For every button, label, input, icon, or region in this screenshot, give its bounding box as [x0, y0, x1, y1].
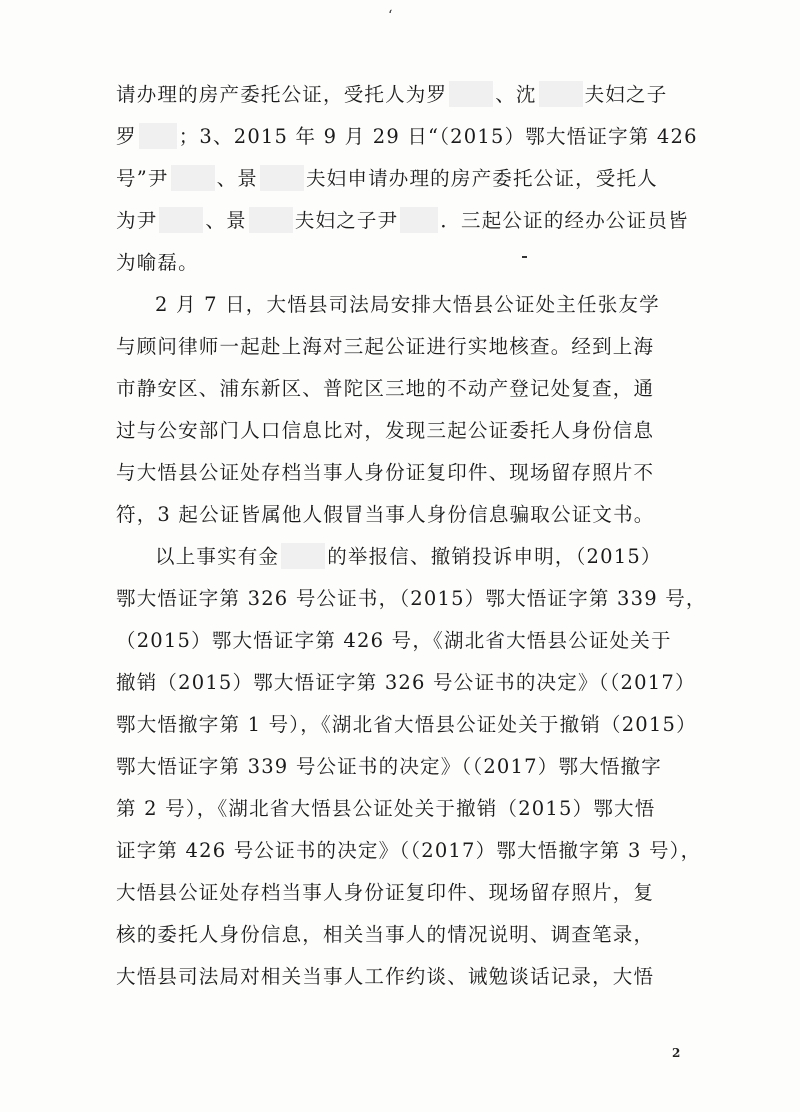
redaction-box — [449, 81, 493, 107]
text-line: 鄂大悟证字第 326 号公证书，（2015）鄂大悟证字第 339 号， — [116, 587, 707, 610]
redaction-box — [139, 123, 177, 149]
text-line: 核的委托人身份信息，相关当事人的情况说明、调查笔录， — [116, 923, 655, 946]
text-line: （2015）鄂大悟证字第 426 号，《湖北省大悟县公证处关于 — [116, 629, 672, 652]
text-line: 与顾问律师一起赴上海对三起公证进行实地核查。经到上海 — [116, 335, 655, 358]
document-body — [116, 74, 707, 998]
text-line: 符，3 起公证皆属他人假冒当事人身份信息骗取公证文书。 — [116, 503, 655, 526]
text-line: 第 2 号），《湖北省大悟县公证处关于撤销（2015）鄂大悟 — [116, 797, 656, 820]
text-line: 鄂大悟撤字第 1 号），《湖北省大悟县公证处关于撤销（2015） — [116, 713, 697, 736]
text-line: 为喻磊。 — [116, 251, 199, 274]
text-line: 撤销（2015）鄂大悟证字第 326 号公证书的决定》（（2017） — [116, 671, 696, 694]
text-line: 为尹 、景 夫妇之子尹 ．三起公证的经办公证员皆 — [116, 200, 686, 242]
text-line: 号”尹 、景 夫妇申请办理的房产委托公证，受托人 — [116, 158, 686, 200]
text-line: 请办理的房产委托公证，受托人为罗 、沈 夫妇之子 — [116, 74, 686, 116]
text-line: 市静安区、浦东新区、普陀区三地的不动产登记处复查，通 — [116, 377, 655, 400]
redaction-box — [260, 165, 304, 191]
text-line: 过与公安部门人口信息比对，发现三起公证委托人身份信息 — [116, 419, 655, 442]
text-line: 鄂大悟证字第 339 号公证书的决定》（（2017）鄂大悟撤字 — [116, 755, 662, 778]
top-mark: ‘ — [388, 8, 393, 24]
redaction-box — [539, 81, 583, 107]
text-line: 证字第 426 号公证书的决定》（（2017）鄂大悟撤字第 3 号）， — [116, 839, 702, 862]
redaction-box — [249, 207, 293, 233]
text-line: 与大悟县公证处存档当事人身份证复印件、现场留存照片不 — [116, 461, 655, 484]
text-line: 以上事实有金 的举报信、撤销投诉申明，（2015） — [116, 536, 686, 578]
text-line: 2 月 7 日，大悟县司法局安排大悟县公证处主任张友学 — [155, 293, 660, 316]
redaction-box — [159, 207, 203, 233]
text-line: 大悟县公证处存档当事人身份证复印件、现场留存照片，复 — [116, 881, 655, 904]
page-number: 2 — [672, 1046, 681, 1060]
text-line: 罗 ；3、2015 年 9 月 29 日“（2015）鄂大悟证字第 426 — [116, 116, 686, 158]
redaction-box — [171, 165, 215, 191]
redaction-box — [281, 543, 325, 569]
redaction-box — [400, 207, 438, 233]
text-line: 大悟县司法局对相关当事人工作约谈、诫勉谈话记录，大悟 — [116, 965, 655, 988]
